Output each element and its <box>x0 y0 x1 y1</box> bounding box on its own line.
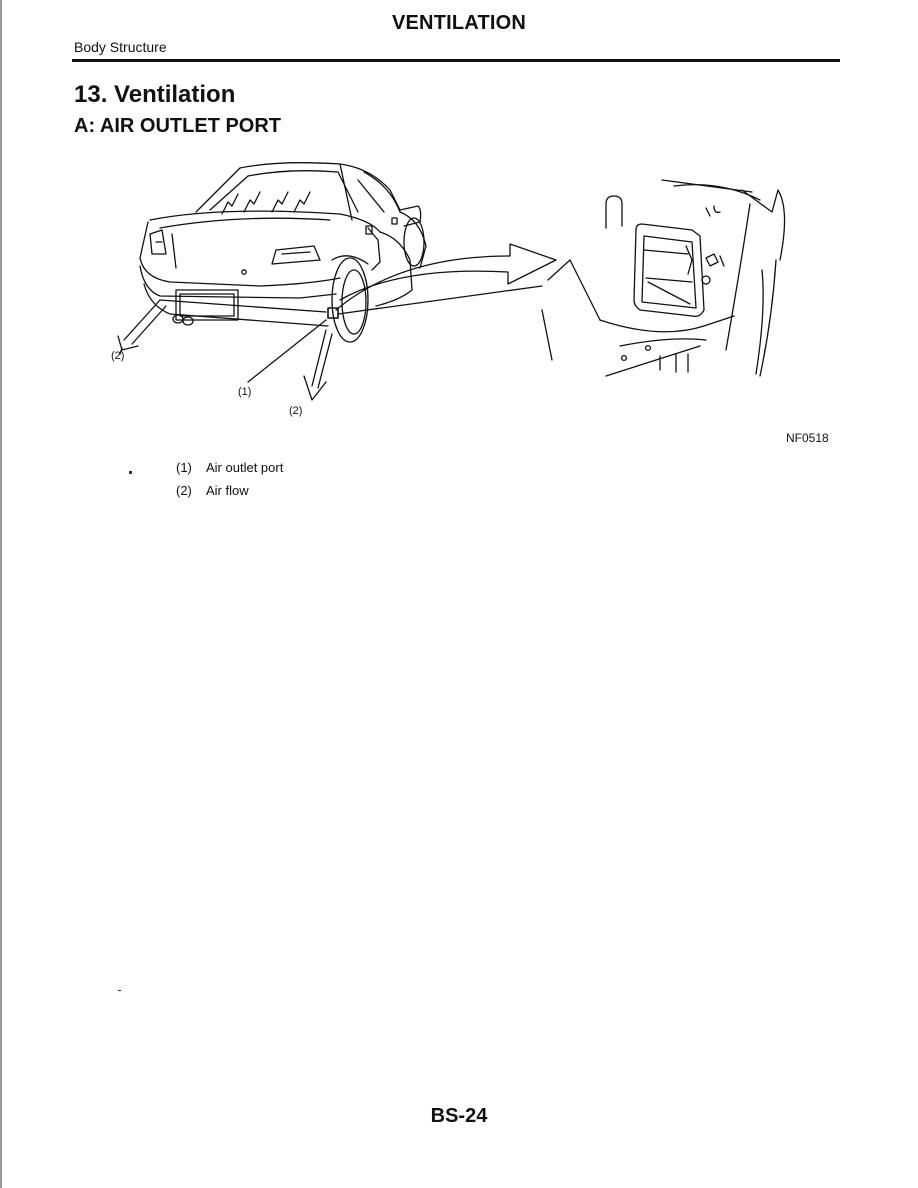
page-number: BS-24 <box>430 1105 488 1127</box>
legend-text: Air outlet port <box>206 460 284 475</box>
air-outlet-figure <box>100 150 800 430</box>
legend-number: (1) <box>176 460 192 475</box>
section-label: Body Structure <box>74 39 167 55</box>
figure-code: NF0518 <box>786 431 829 445</box>
chapter-heading: 13. Ventilation <box>74 81 236 108</box>
callout-air-outlet-port: (1) <box>238 386 252 398</box>
legend-item <box>176 460 283 483</box>
legend-number: (2) <box>176 483 192 498</box>
header-rule <box>72 59 840 62</box>
page-title: VENTILATION <box>391 12 527 34</box>
legend-text: Air flow <box>206 483 249 498</box>
sub-heading: A: AIR OUTLET PORT <box>74 115 282 137</box>
legend-item <box>176 483 283 506</box>
scan-speck <box>118 990 121 991</box>
scan-edge <box>0 0 2 1188</box>
legend <box>176 460 283 506</box>
car-illustration <box>140 163 426 342</box>
detail-view <box>542 180 785 376</box>
callout-air-flow-bottom: (2) <box>289 405 303 417</box>
callout-air-flow-left: (2) <box>111 350 125 362</box>
scan-speck <box>129 471 132 474</box>
